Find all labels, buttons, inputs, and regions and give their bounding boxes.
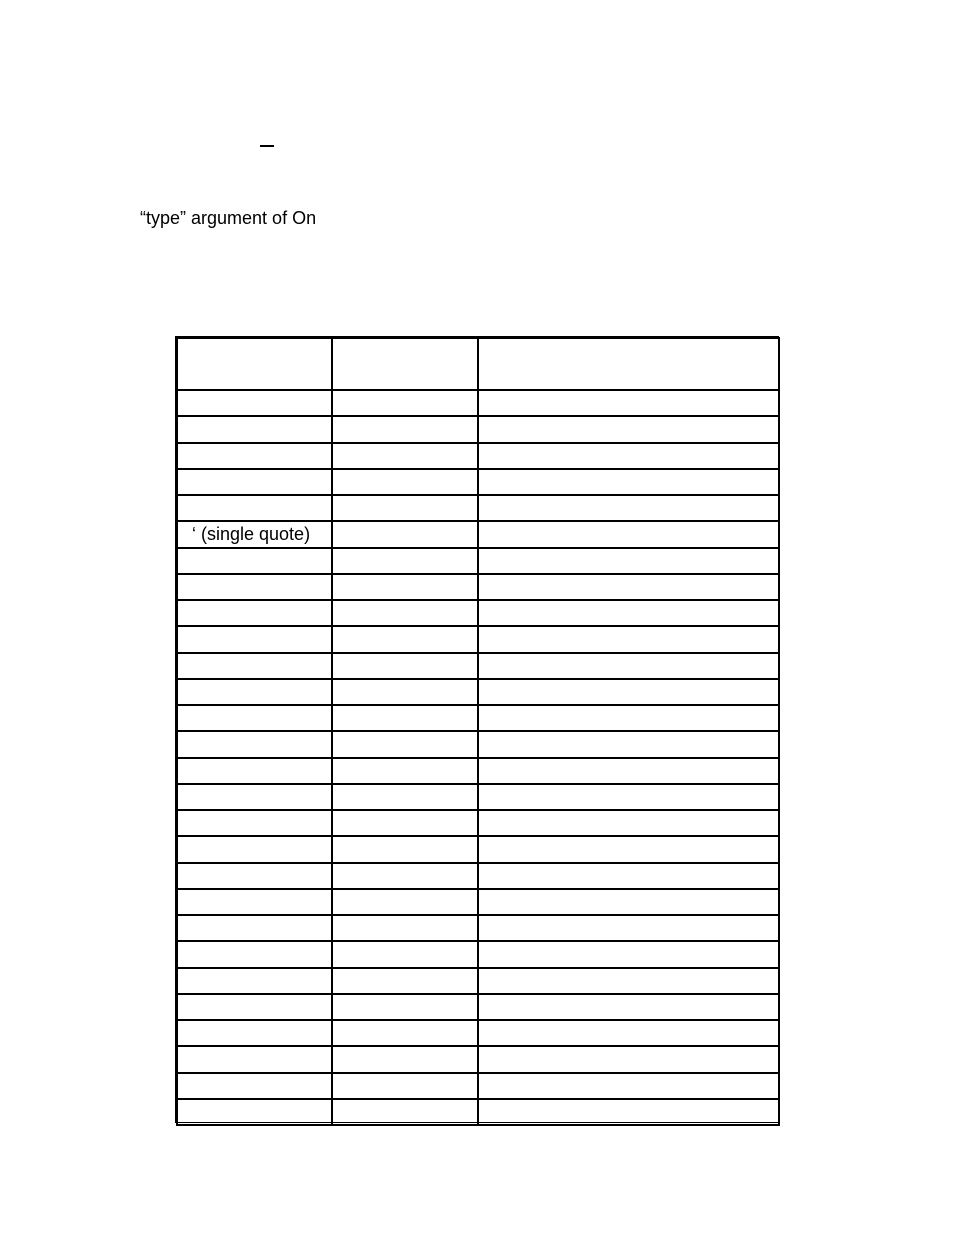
dash-mark [260,145,274,147]
table-cell [332,889,478,915]
table-row [177,1099,779,1125]
table-cell [332,548,478,574]
table-cell [332,679,478,705]
table-cell [177,574,332,600]
table-cell [332,1046,478,1072]
table-cell [177,443,332,469]
table-cell [332,863,478,889]
table-row [177,653,779,679]
table-row [177,469,779,495]
table-cell [332,1073,478,1099]
table-cell [478,574,779,600]
table-cell [177,810,332,836]
table-cell [332,390,478,416]
table-cell [332,574,478,600]
data-table-frame [175,336,779,1123]
table-cell [478,810,779,836]
table-row [177,1020,779,1046]
table-cell [478,1020,779,1046]
table-row [177,679,779,705]
table-cell [478,600,779,626]
table-cell [332,600,478,626]
table-cell [332,705,478,731]
table-cell [177,469,332,495]
table-cell [478,836,779,862]
table-cell [332,915,478,941]
table-row [177,416,779,442]
table-cell [478,889,779,915]
table-cell [478,521,779,547]
table-cell [177,1020,332,1046]
table-cell [177,1073,332,1099]
header-cell [478,338,779,390]
table-cell [177,731,332,757]
table-cell [332,731,478,757]
table-cell [332,836,478,862]
table-row [177,600,779,626]
table-cell [177,548,332,574]
table-cell [332,469,478,495]
table-row [177,443,779,469]
table-cell [478,548,779,574]
table-cell [478,994,779,1020]
table-cell [478,1046,779,1072]
table-row [177,548,779,574]
table-cell [332,653,478,679]
table-cell [478,495,779,521]
table-cell [478,1073,779,1099]
table-cell [478,941,779,967]
table-cell [478,758,779,784]
table-row [177,810,779,836]
table-row [177,784,779,810]
table-header-row [177,338,779,390]
table-row [177,836,779,862]
table-cell [478,863,779,889]
table-cell [332,416,478,442]
table-cell [177,600,332,626]
table-cell [478,416,779,442]
table-cell [332,1020,478,1046]
table-row [177,915,779,941]
table-cell [177,390,332,416]
table-cell [478,653,779,679]
header-cell [332,338,478,390]
table-cell [177,626,332,652]
table-row [177,705,779,731]
table-row [177,863,779,889]
table-row [177,889,779,915]
table-cell [177,968,332,994]
table-cell [478,705,779,731]
table-cell [177,705,332,731]
table-row [177,1046,779,1072]
table-cell [332,994,478,1020]
table-cell [177,863,332,889]
table-row [177,390,779,416]
table-cell [177,889,332,915]
table-cell [332,784,478,810]
table-cell [332,626,478,652]
table-cell [177,915,332,941]
table-cell [478,915,779,941]
intro-text: “type” argument of On [140,208,317,228]
table-cell [478,679,779,705]
table-cell [332,810,478,836]
table-cell [332,495,478,521]
table-cell [478,469,779,495]
table-cell [478,443,779,469]
table-row [177,758,779,784]
table-cell [177,653,332,679]
table-row [177,968,779,994]
table-cell [177,495,332,521]
data-table [176,337,780,1126]
table-cell [177,416,332,442]
table-row [177,521,779,547]
table-cell [177,994,332,1020]
table-row [177,1073,779,1099]
table-cell [332,968,478,994]
table-cell [332,941,478,967]
table-cell [478,626,779,652]
table-cell [332,758,478,784]
table-cell [177,758,332,784]
table-cell: ‘ (single quote) [177,521,332,547]
table-cell [332,443,478,469]
table-cell [478,968,779,994]
table-row [177,994,779,1020]
header-cell [177,338,332,390]
table-cell [478,390,779,416]
table-row [177,731,779,757]
table-row [177,495,779,521]
table-cell [332,1099,478,1125]
table-row [177,574,779,600]
table-cell [177,784,332,810]
table-cell [177,1099,332,1125]
table-cell [478,1099,779,1125]
table-cell [478,784,779,810]
table-cell [177,941,332,967]
table-cell [177,1046,332,1072]
table-body [177,338,779,1125]
table-cell [332,521,478,547]
table-cell [177,836,332,862]
table-row [177,941,779,967]
table-cell [177,679,332,705]
table-row [177,626,779,652]
table-cell [478,731,779,757]
